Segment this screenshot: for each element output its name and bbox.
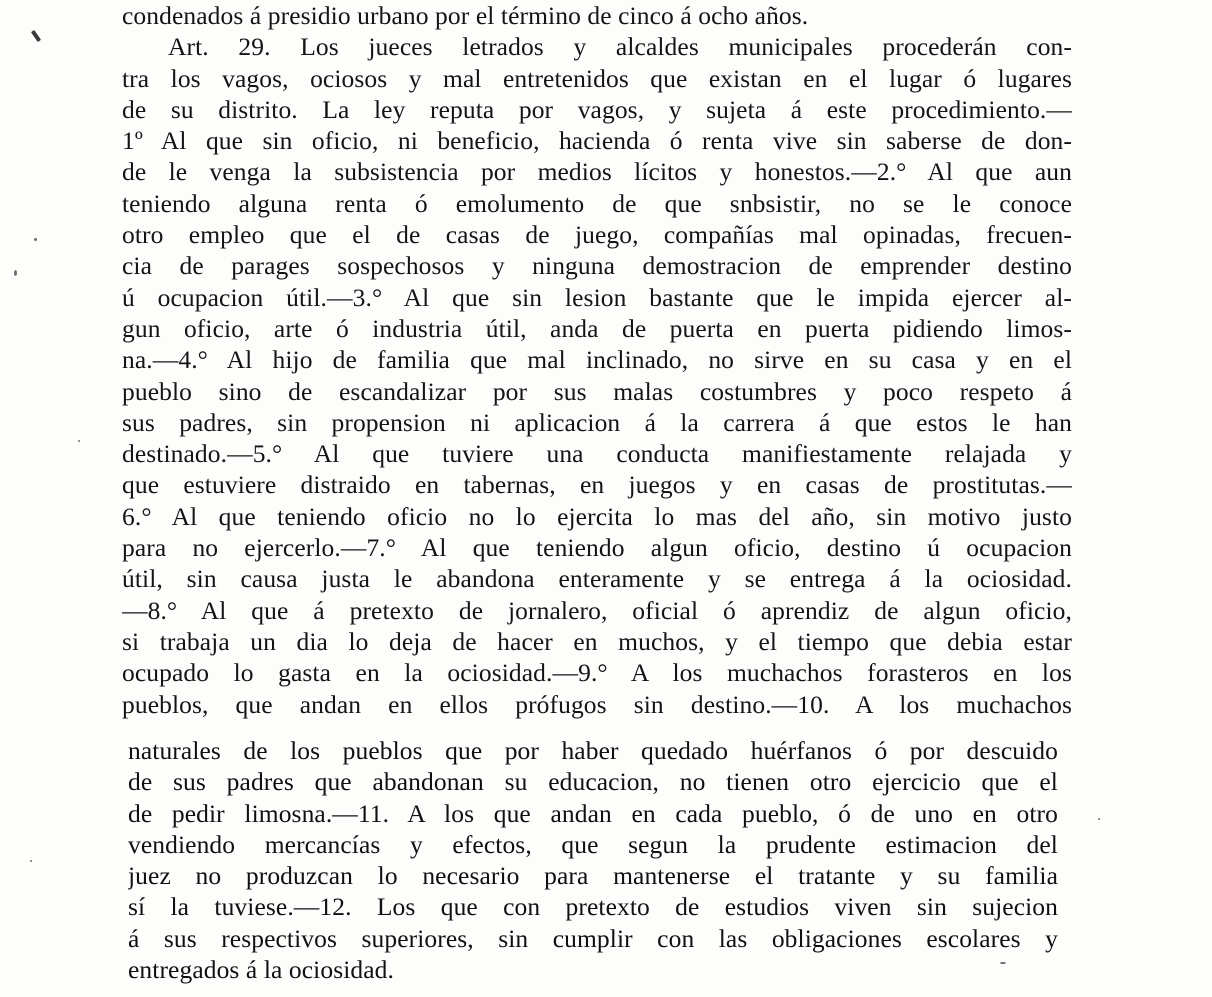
text-line: gun oficio, arte ó industria útil, anda de puerta en puerta pidiendo limos- [122,313,1072,343]
text-line: cia de parages sospechosos y ninguna demostracion de emprender destino [122,251,1072,281]
scan-mark [14,270,17,276]
text-line: pueblos, que andan en ellos prófugos sin destino.—10. A los muchachos [122,689,1072,719]
article-text-upper [122,0,1072,720]
text-line: sus padres, sin propension ni aplicacion á la carrera á que estos le han [122,407,1072,437]
text-line: tra los vagos, ociosos y mal entretenidos que existan en el lugar ó lugares [122,63,1072,93]
article-text-lower [128,735,1058,985]
text-line: entregados á la ociosidad. [128,955,395,985]
text-line: si trabaja un dia lo deja de hacer en muchos, y el tiempo que debia estar [122,626,1072,656]
scan-mark [1098,818,1100,820]
text-line: teniendo alguna renta ó emolumento de que snbsistir, no se le conoce [122,188,1072,218]
text-line: de le venga la subsistencia por medios lícitos y honestos.—2.° Al que aun [122,157,1072,187]
scan-mark [78,440,80,442]
text-line: Art. 29. Los jueces letrados y alcaldes municipales procederán con- [168,32,1072,62]
scan-mark [31,30,41,42]
text-line: de pedir limosna.—11. A los que andan en cada pueblo, ó de uno en otro [128,798,1058,828]
text-line: —8.° Al que á pretexto de jornalero, oficial ó aprendiz de algun oficio, [122,595,1072,625]
text-line: ocupado lo gasta en la ociosidad.—9.° A los muchachos forasteros en los [122,658,1072,688]
text-line: á sus respectivos superiores, sin cumplir con las obligaciones escolares y [128,923,1058,953]
text-line: otro empleo que el de casas de juego, compañías mal opinadas, frecuen- [122,220,1072,250]
text-line: destinado.—5.° Al que tuviere una conducta manifiestamente relajada y [122,439,1072,469]
text-line: que estuviere distraido en tabernas, en juegos y en casas de prostitutas.— [122,470,1072,500]
text-line: vendiendo mercancías y efectos, que segun la prudente estimacion del [128,829,1058,859]
text-line: 1º Al que sin oficio, ni beneficio, hacienda ó renta vive sin saberse de don- [122,126,1072,156]
text-line: de sus padres que abandonan su educacion, no tienen otro ejercicio que el [128,767,1058,797]
text-line: naturales de los pueblos que por haber quedado huérfanos ó por descuido [128,736,1058,765]
text-line: 6.° Al que teniendo oficio no lo ejercita lo mas del año, sin motivo justo [122,501,1072,531]
text-line: sí la tuviese.—12. Los que con pretexto de estudios viven sin sujecion [128,892,1058,922]
text-line: na.—4.° Al hijo de familia que mal inclinado, no sirve en su casa y en el [122,345,1072,375]
text-line: ú ocupacion útil.—3.° Al que sin lesion bastante que le impida ejercer al- [122,282,1072,312]
scan-mark [30,860,32,862]
text-line: de su distrito. La ley reputa por vagos, y sujeta á este procedimiento.— [122,94,1072,124]
text-line: condenados á presidio urbano por el término de cinco á ocho años. [122,1,809,30]
text-line: pueblo sino de escandalizar por sus malas costumbres y poco respeto á [122,376,1072,406]
text-line: para no ejercerlo.—7.° Al que teniendo algun oficio, destino ú ocupacion [122,533,1072,563]
scan-mark [34,238,37,241]
text-line: útil, sin causa justa le abandona enteramente y se entrega á la ociosidad. [122,564,1072,594]
text-line: juez no produzcan lo necesario para mantenerse el tratante y su familia [128,861,1058,891]
